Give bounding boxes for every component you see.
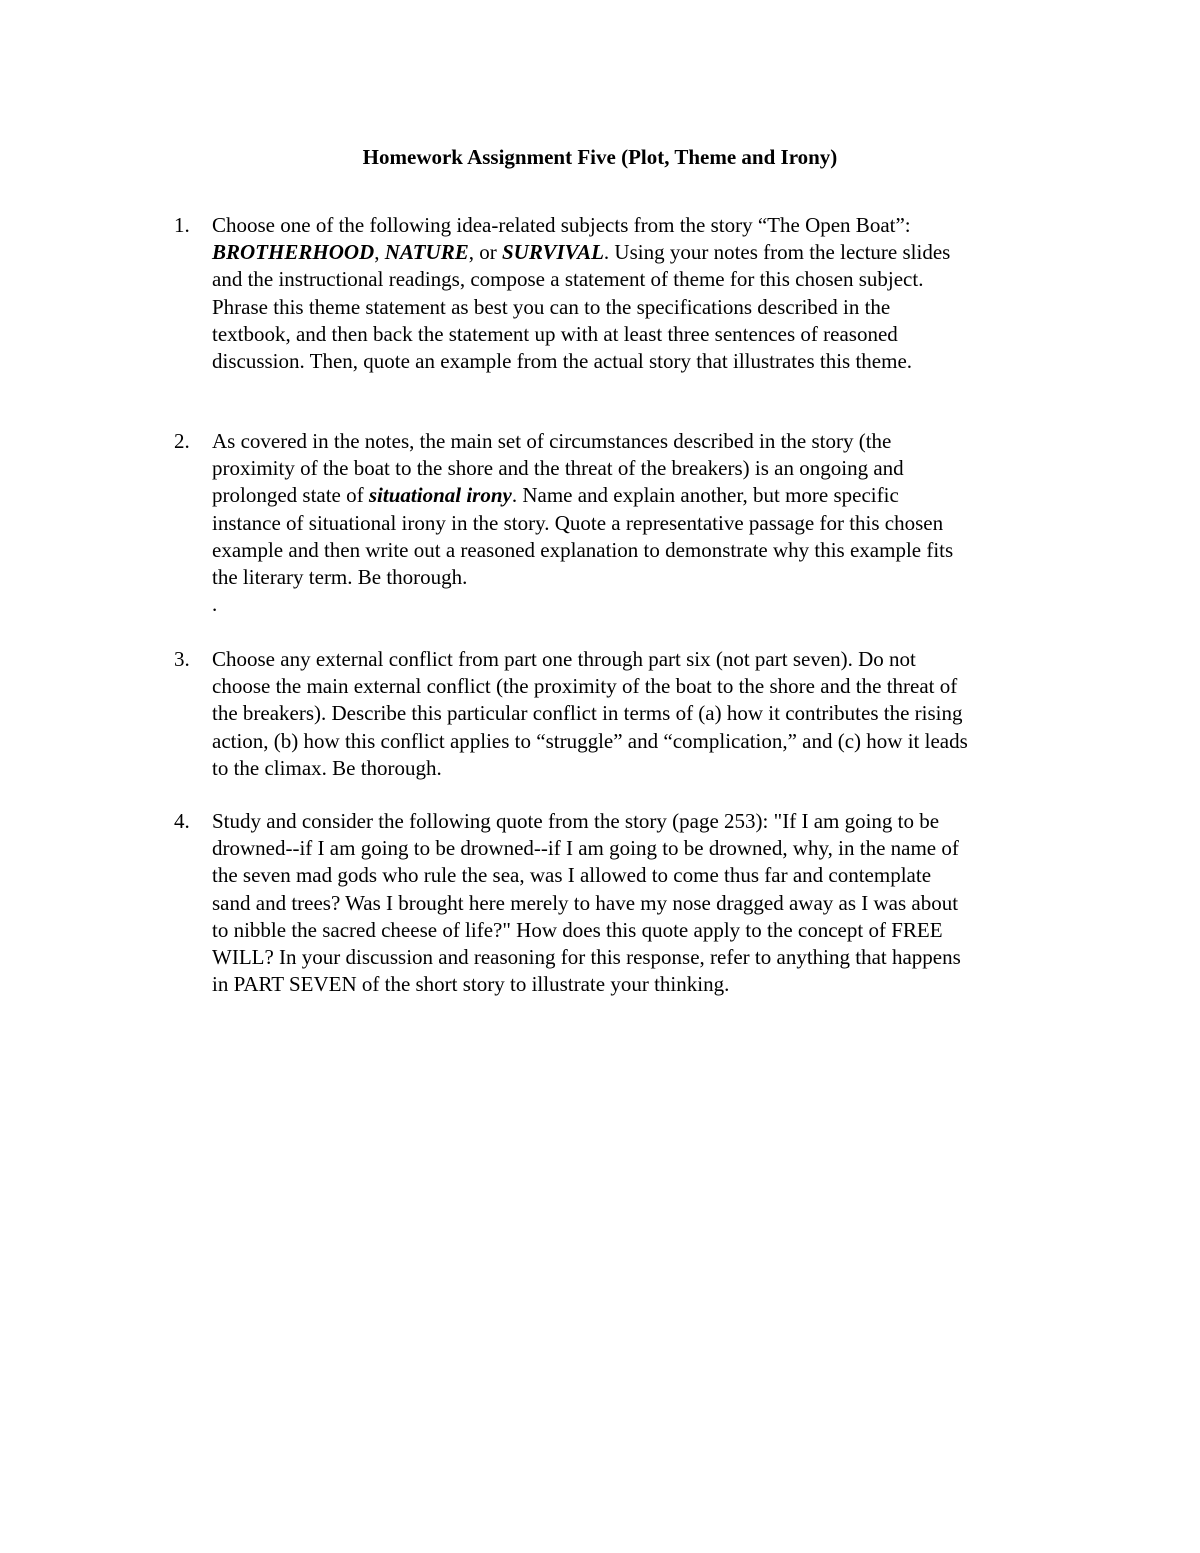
emphasis-survival: SURVIVAL <box>501 240 604 265</box>
text-line: WILL? In your discussion and reasoning for this response, refer to anything that happens <box>212 945 961 970</box>
question-1 <box>174 212 1074 375</box>
emphasis-brotherhood: BROTHERHOOD <box>212 240 375 265</box>
text-fragment: , or <box>468 240 502 265</box>
question-number: 3. <box>174 647 190 671</box>
question-number: 2. <box>174 429 190 453</box>
text-line: drowned--if I am going to be drowned--if I am going to be drowned, why, in the name of <box>212 836 959 861</box>
text-line: sand and trees? Was I brought here merely to have my nose dragged away as I was about <box>212 890 959 915</box>
text-line: the literary term. Be thorough. <box>212 565 468 590</box>
text-line: the breakers). Describe this particular conflict in terms of (a) how it contributes the rising <box>212 701 963 726</box>
text-fragment: . Using your notes from the lecture slides <box>603 240 951 265</box>
text-line: As covered in the notes, the main set of circumstances described in the story (the <box>212 429 892 453</box>
page-title: Homework Assignment Five (Plot, Theme and Irony) <box>362 145 838 169</box>
text-line: choose the main external conflict (the proximity of the boat to the shore and the threat of <box>212 674 958 699</box>
question-number: 4. <box>174 809 190 833</box>
text-line: to nibble the sacred cheese of life?" How does this quote apply to the concept of FREE <box>212 917 943 942</box>
question-4 <box>174 808 1074 998</box>
question-3 <box>174 646 1074 782</box>
text-line: to the climax. Be thorough. <box>212 755 442 780</box>
text-line: the seven mad gods who rule the sea, was I allowed to come thus far and contemplate <box>212 863 932 888</box>
question-text <box>212 428 1074 618</box>
question-number: 1. <box>174 213 190 237</box>
question-2 <box>174 428 1074 618</box>
question-text <box>212 808 1074 998</box>
text-line: and the instructional readings, compose a statement of theme for this chosen subject. <box>212 267 924 292</box>
text-line: textbook, and then back the statement up with at least three sentences of reasoned <box>212 321 898 346</box>
text-line: Choose one of the following idea-related subjects from the story “The Open Boat”: <box>212 213 911 237</box>
text-line: action, (b) how this conflict applies to “struggle” and “complication,” and (c) how it leads <box>212 728 968 753</box>
text-line: in PART SEVEN of the short story to illustrate your thinking. <box>212 972 730 997</box>
text-fragment: , <box>374 240 385 265</box>
text-line: instance of situational irony in the story. Quote a representative passage for this chosen <box>212 510 944 535</box>
text-line: proximity of the boat to the shore and the threat of the breakers) is an ongoing and <box>212 456 904 481</box>
text-line: Phrase this theme statement as best you can to the specifications described in the <box>212 294 891 319</box>
text-line: discussion. Then, quote an example from the actual story that illustrates this theme. <box>212 349 913 374</box>
question-text <box>212 212 1074 375</box>
question-text <box>212 646 1074 782</box>
emphasis-nature: NATURE <box>384 240 469 265</box>
text-line: Choose any external conflict from part one through part six (not part seven). Do not <box>212 647 916 671</box>
text-line: example and then write out a reasoned explanation to demonstrate why this example fits <box>212 537 954 562</box>
emphasis-situational-irony: situational irony <box>368 483 512 508</box>
text-fragment: prolonged state of <box>212 483 369 508</box>
text-line: Study and consider the following quote from the story (page 253): "If I am going to be <box>212 809 940 833</box>
text-fragment: . Name and explain another, but more specific <box>511 483 899 508</box>
stray-period: . <box>212 592 218 617</box>
